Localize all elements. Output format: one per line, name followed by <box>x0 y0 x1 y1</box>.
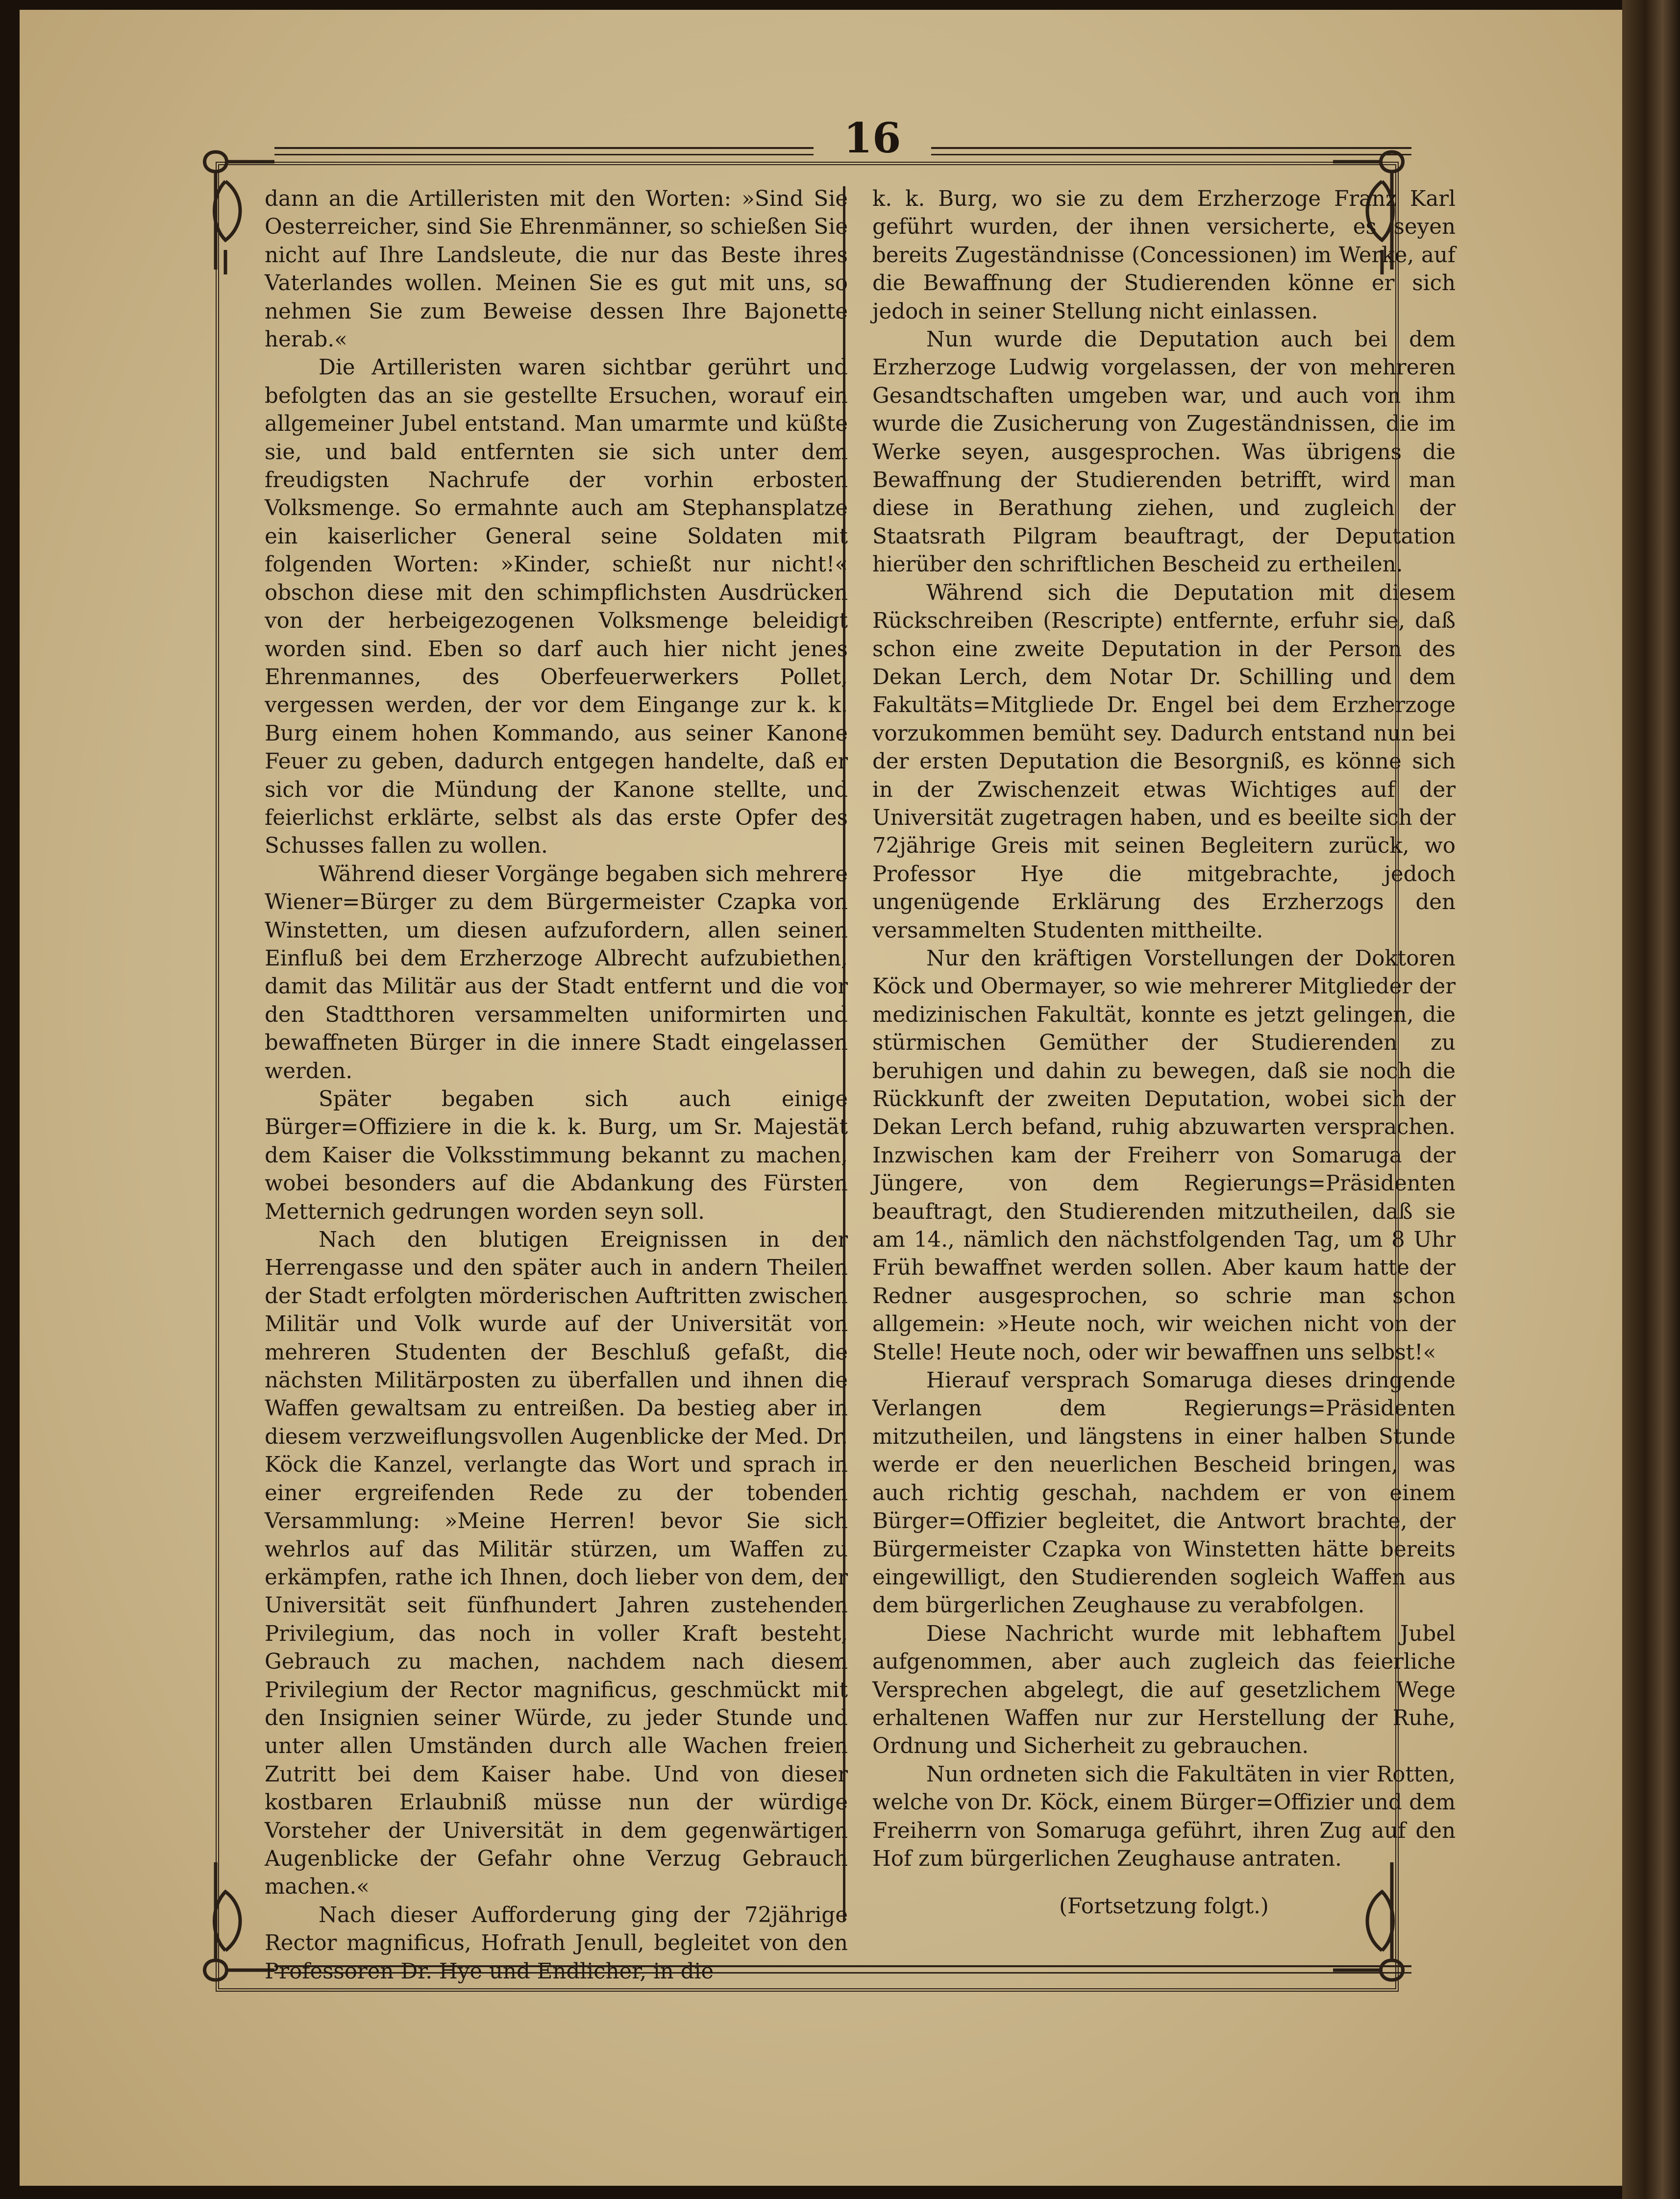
paragraph: Nur den kräftigen Vorstellungen der Doktoren Köck und Obermayer, so wie mehrerer Mitglieder der medizinischen Fakultät, konnte es jetzt gelingen, die stürmischen Gemüther der Studierenden zu beruhigen und dahin zu bewegen, daß sie noch die Rückkunft der zweiten Deputation, wobei sich der Dekan Lerch befand, ruhig abzuwarten versprachen. Inzwischen kam der Freiherr von Somaruga der Jüngere, von dem Regierungs=Präsidenten beauftragt, den Studierenden mitzutheilen, daß sie am 14., nämlich den nächstfolgenden Tag, um 8 Uhr Früh bewaffnet werden sollen. Aber kaum hatte der Redner ausgesprochen, so schrie man schon allgemein: »Heute noch, wir weichen nicht von der Stelle! Heute noch, oder wir bewaffnen uns selbst!« <box>872 946 1456 1365</box>
page-number: 16 <box>843 114 901 162</box>
paragraph: dann an die Artilleristen mit den Worten: »Sind Sie Oesterreicher, sind Sie Ehrenmänner, so schießen Sie nicht auf Ihre Landsleute, die nur das Beste ihres Vaterlandes wollen. Meinen Sie es gut mit uns, so nehmen Sie zum Beweise dessen Ihre Bajonette herab.« <box>265 187 848 352</box>
paragraph: Hierauf versprach Somaruga dieses dringende Verlangen dem Regierungs=Präsidenten mitzutheilen, und längstens in einer halben Stunde werde er den neuerlichen Bescheid bringen, was auch richtig geschah, nachdem er von einem Bürger=Offizier begleitet, die Antwort brachte, der Bürgermeister Czapka von Winstetten hätte bereits eingewilligt, den Studierenden sogleich Waffen aus dem bürgerlichen Zeughause zu verabfolgen. <box>872 1368 1456 1618</box>
paragraph: Nun ordneten sich die Fakultäten in vier Rotten, welche von Dr. Köck, einem Bürger=Offizier und dem Freiherrn von Somaruga geführt, ihren Zug auf den Hof zum bürgerlichen Zeughause antraten. <box>872 1762 1456 1871</box>
header-rule-left <box>274 147 814 155</box>
paragraph: k. k. Burg, wo sie zu dem Erzherzoge Franz Karl geführt wurden, der ihnen versicherte, es seyen bereits Zugeständnisse (Concessionen) im Werke, auf die Bewaffnung der Studierenden könne er sich jedoch in seiner Stellung nicht einlassen. <box>872 187 1456 324</box>
paragraph: Später begaben sich auch einige Bürger=Offiziere in die k. k. Burg, um Sr. Majestät dem Kaiser die Volksstimmung bekannt zu machen, wobei besonders auf die Abdankung des Fürsten Metternich gedrungen worden seyn soll. <box>265 1087 848 1224</box>
paragraph: Nun wurde die Deputation auch bei dem Erzherzoge Ludwig vorgelassen, der von mehreren Gesandtschaften umgeben war, und auch von ihm wurde die Zusicherung von Zugeständnissen, die im Werke seyen, ausgesprochen. Was übrigens die Bewaffnung der Studierenden betrifft, wird man diese in Berathung ziehen, und zugleich der Staatsrath Pilgram beauftragt, der Deputation hierüber den schriftlichen Bescheid zu ertheilen. <box>872 327 1456 577</box>
right-text-column <box>872 185 1456 1930</box>
paragraph: Nach den blutigen Ereignissen in der Herrengasse und den später auch in andern Theilen der Stadt erfolgten mörderischen Auftritten zwischen Militär und Volk wurde auf der Universität von mehreren Studenten der Beschluß gefaßt, die nächsten Militärposten zu überfallen und ihnen die Waffen gewaltsam zu entreißen. Da bestieg aber in diesem verzweiflungsvollen Augenblicke der Med. Dr. Köck die Kanzel, verlangte das Wort und sprach in einer ergreifenden Rede zu der tobenden Versammlung: »Meine Herren! bevor Sie sich wehrlos auf das Militär stürzen, um Waffen zu erkämpfen, rathe ich Ihnen, doch lieber von dem, der Universität seit fünfhundert Jahren zustehenden Privilegium, das noch in voller Kraft besteht, Gebrauch zu machen, nachdem nach diesem Privilegium der Rector magnificus, geschmückt mit den Insignien seiner Würde, zu jeder Stunde und unter allen Umständen durch alle Wachen freien Zutritt bei dem Kaiser habe. Und von dieser kostbaren Erlaubniß müsse nun der würdige Vorsteher der Universität in dem gegenwärtigen Augenblicke der Gefahr ohne Verzug Gebrauch machen.« <box>265 1228 848 1900</box>
paragraph: Während dieser Vorgänge begaben sich mehrere Wiener=Bürger zu dem Bürgermeister Czapka von Winstetten, um diesen aufzufordern, allen seinen Einfluß bei dem Erzherzoge Albrecht aufzubiethen, damit das Militär aus der Stadt entfernt und die vor den Stadtthoren versammelten uniformirten und bewaffneten Bürger in die innere Stadt eingelassen werden. <box>265 862 848 1084</box>
paragraph: Nach dieser Aufforderung ging der 72jährige Rector magnificus, Hofrath Jenull, begleitet von den Professoren Dr. Hye und Endlicher, in die <box>265 1903 848 1984</box>
book-gutter <box>1622 0 1680 2199</box>
paragraph: Während sich die Deputation mit diesem Rückschreiben (Rescripte) entfernte, erfuhr sie, daß schon eine zweite Deputation in der Person des Dekan Lerch, dem Notar Dr. Schilling und dem Fakultäts=Mitgliede Dr. Engel bei dem Erzherzoge vorzukommen bemüht sey. Dadurch entstand nun bei der ersten Deputation die Besorgniß, es könne sich in der Zwischenzeit etwas Wichtiges auf der Universität zugetragen haben, und es beeilte sich der 72jährige Greis mit seinen Begleitern zurück, wo Professor Hye die mitgebrachte, jedoch ungenügende Erklärung des Erzherzogs den versammelten Studenten mittheilte. <box>872 580 1456 943</box>
left-text-column <box>265 185 848 1984</box>
paragraph: Diese Nachricht wurde mit lebhaftem Jubel aufgenommen, aber auch zugleich das feierliche Versprechen abgelegt, die auf gesetzlichem Wege erhaltenen Waffen nur zur Herstellung der Ruhe, Ordnung und Sicherheit zu gebrauchen. <box>872 1621 1456 1759</box>
continuation-note: (Fortsetzung folgt.) <box>1059 1894 1269 1919</box>
paragraph: Die Artilleristen waren sichtbar gerührt und befolgten das an sie gestellte Ersuchen, worauf ein allgemeiner Jubel entstand. Man umarmte und küßte sie, und bald entfernten sie sich unter dem freudigsten Nachrufe der vorhin erbosten Volksmenge. So ermahnte auch am Stephansplatze ein kaiserlicher General seine Soldaten mit folgenden Worten: »Kinder, schießt nur nicht!« obschon diese mit den schimpflichsten Ausdrücken von der herbeigezogenen Volksmenge beleidigt worden sind. Eben so darf auch hier nicht jenes Ehrenmannes, des Oberfeuerwerkers Pollet, vergessen werden, der vor dem Eingange zur k. k. Burg einem hohen Kommando, aus seiner Kanone Feuer zu geben, dadurch entgegen handelte, daß er sich vor die Mündung der Kanone stellte, und feierlichst erklärte, selbst als das erste Opfer des Schusses fallen zu wollen. <box>265 355 848 859</box>
